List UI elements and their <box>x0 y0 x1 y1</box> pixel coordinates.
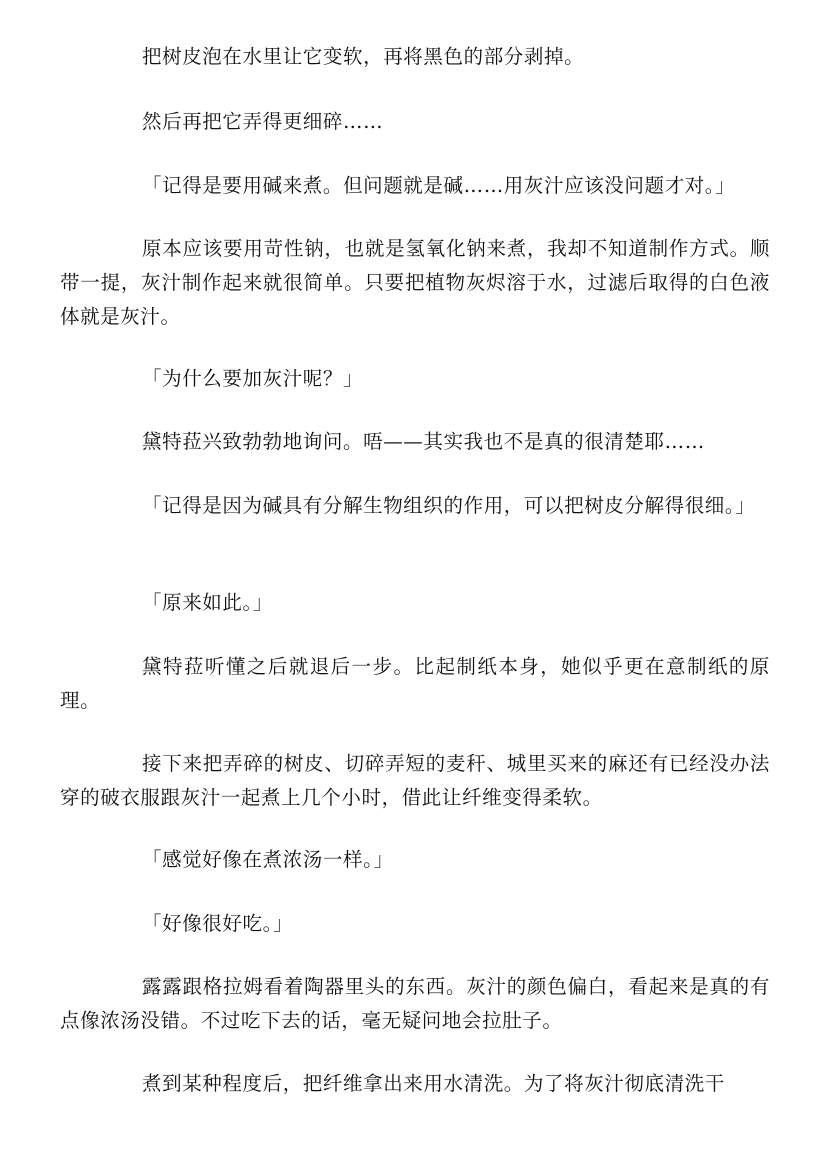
paragraph-6: 黛特菈兴致勃勃地询问。唔——其实我也不是真的很清楚耶…… <box>142 430 705 453</box>
paragraph-5: 「为什么要加灰汁呢？」 <box>142 367 364 390</box>
paragraph-7: 「记得是因为碱具有分解生物组织的作用，可以把树皮分解得很细。」 <box>142 494 756 517</box>
paragraph-9: 黛特菈听懂之后就退后一步。比起制纸本身，她似乎更在意制纸的原理。 <box>60 655 770 712</box>
paragraph-1: 把树皮泡在水里让它变软，再将黑色的部分剥掉。 <box>142 45 585 68</box>
paragraph-12: 「好像很好吃。」 <box>142 912 294 935</box>
paragraph-4: 原本应该要用苛性钠，也就是氢氧化钠来煮，我却不知道制作方式。顺带一提，灰汁制作起来就很简单。只要把植物灰烬溶于水，过滤后取得的白色液体就是灰汁。 <box>60 237 770 328</box>
paragraph-13: 露露跟格拉姆看着陶器里头的东西。灰汁的颜色偏白，看起来是真的有点像浓汤没错。不过吃下去的话，毫无疑问地会拉肚子。 <box>60 975 770 1032</box>
paragraph-14: 煮到某种程度后，把纤维拿出来用水清洗。为了将灰汁彻底清洗干 <box>142 1072 725 1095</box>
paragraph-10: 接下来把弄碎的树皮、切碎弄短的麦秆、城里买来的麻还有已经没办法穿的破衣服跟灰汁一起煮上几个小时，借此让纤维变得柔软。 <box>60 752 770 809</box>
paragraph-11: 「感觉好像在煮浓汤一样。」 <box>142 848 394 871</box>
paragraph-3: 「记得是要用碱来煮。但问题就是碱……用灰汁应该没问题才对。」 <box>142 174 736 197</box>
paragraph-8: 「原来如此。」 <box>142 591 273 614</box>
paragraph-2: 然后再把它弄得更细碎…… <box>142 110 384 133</box>
